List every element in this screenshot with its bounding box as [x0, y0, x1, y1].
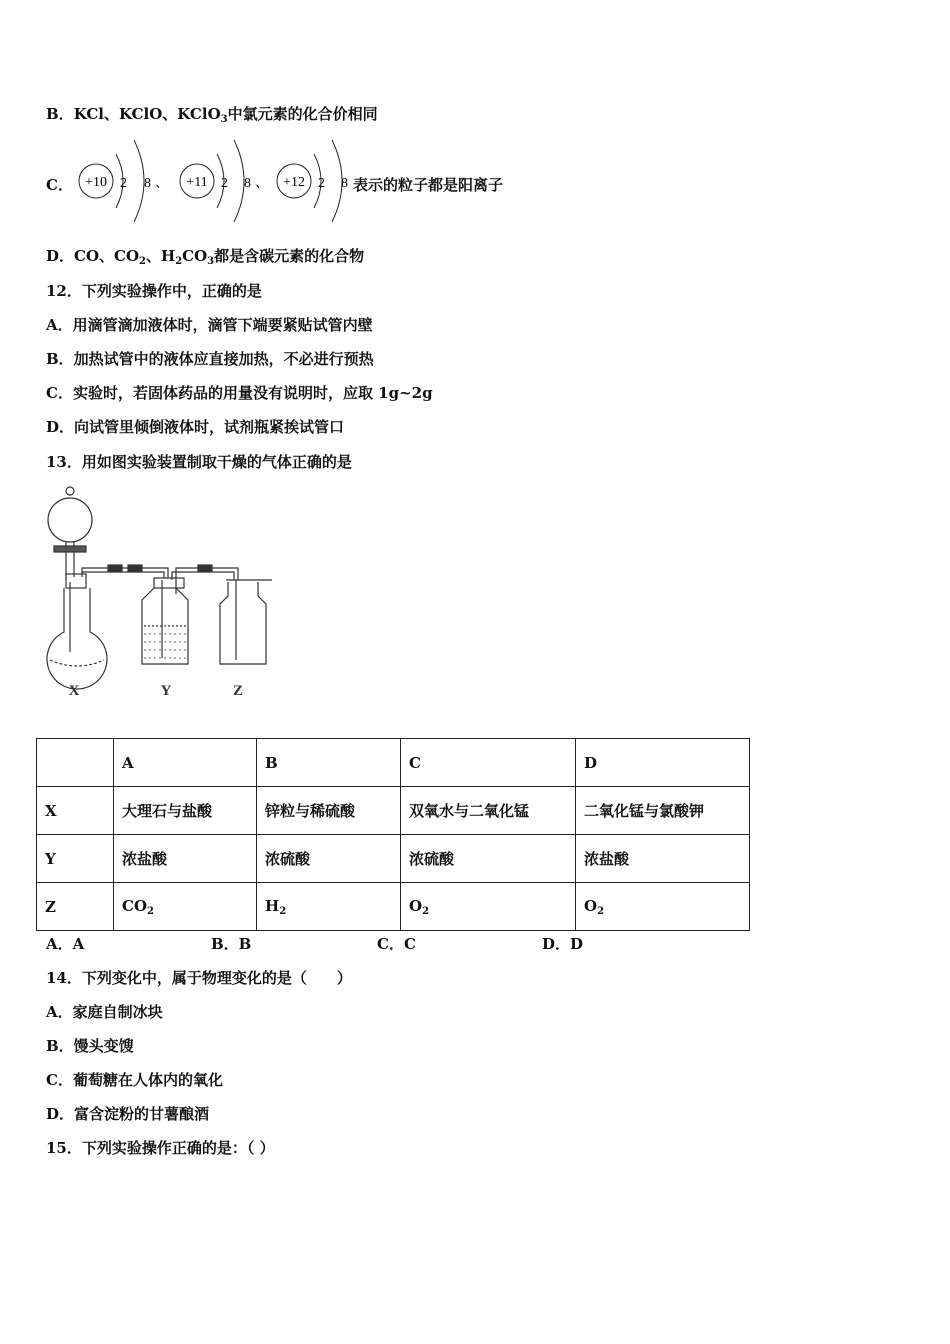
q13-answer-a: A．A: [46, 935, 85, 953]
separator-2: 、: [255, 176, 269, 191]
shell2-electrons-1: 8: [144, 176, 151, 191]
table-cell: $O_2$: [576, 883, 750, 931]
q11-option-b: B．KCl、KClO、KClO$_3$中氯元素的化合价相同: [46, 105, 378, 125]
q14-option-a: A．家庭自制冰块: [46, 1003, 163, 1021]
table-header-row: [37, 739, 750, 787]
ion-diagram-1: [79, 140, 151, 222]
table-cell: 二氧化锰与氯酸钾: [576, 787, 750, 835]
row-label: Y: [37, 835, 114, 883]
q12-option-a: A．用滴管滴加液体时，滴管下端要紧贴试管内壁: [46, 316, 373, 334]
table-header-cell: C: [401, 739, 576, 787]
table-cell: $H_2$: [257, 883, 401, 931]
table-cell: 双氧水与二氧化锰: [401, 787, 576, 835]
nucleus-charge-1: +10: [85, 175, 107, 190]
q13-answer-d: D．D: [542, 935, 584, 953]
label-y: Y: [160, 683, 172, 699]
delivery-tube-1: [82, 568, 168, 578]
options-table: [36, 738, 750, 931]
table-header-cell: A: [114, 739, 257, 787]
nucleus-charge-2: +11: [186, 175, 208, 190]
ion-diagram-3: [277, 140, 348, 222]
shell2-electrons-2: 8: [244, 176, 251, 191]
q14-stem: 14．下列变化中，属于物理变化的是（ ）: [46, 969, 352, 987]
q14-option-d: D．富含淀粉的甘薯酿酒: [46, 1105, 210, 1123]
bottle-y-stopper: [154, 578, 184, 588]
table-cell: 浓硫酸: [257, 835, 401, 883]
ion-structure-diagrams: [46, 140, 606, 230]
table-row: [37, 787, 750, 835]
label-z: Z: [232, 683, 244, 699]
solid-reagent: [50, 660, 104, 666]
table-cell: [37, 739, 114, 787]
table-cell: 锌粒与稀硫酸: [257, 787, 401, 835]
funnel-stopcock-icon: [54, 546, 86, 552]
q11-option-c: [46, 140, 606, 230]
table-cell: $O_2$: [401, 883, 576, 931]
shell1-electrons-2: 2: [221, 176, 228, 191]
table-header-cell: D: [576, 739, 750, 787]
tube-connector-3: [198, 565, 212, 571]
tube-connector-1: [108, 565, 122, 571]
shell1-electrons-3: 2: [318, 176, 325, 191]
q14-option-c: C．葡萄糖在人体内的氧化: [46, 1071, 223, 1089]
separatory-funnel-bulb: [48, 498, 92, 542]
apparatus-svg: [42, 482, 282, 702]
row-label: X: [37, 787, 114, 835]
option-c-text: 表示的粒子都是阳离子: [353, 176, 504, 194]
shell-arc-2b: [234, 140, 244, 222]
flask-stopper: [66, 574, 86, 588]
q13-answer-c: C．C: [377, 935, 416, 953]
gas-collecting-bottle-z: [220, 582, 266, 664]
table-cell: 浓盐酸: [576, 835, 750, 883]
table-cell: 浓硫酸: [401, 835, 576, 883]
table-row: [37, 883, 750, 931]
apparatus-diagram: [42, 482, 282, 706]
q13-stem: 13．用如图实验装置制取干燥的气体正确的是: [46, 453, 352, 471]
separator-1: 、: [155, 176, 169, 191]
round-bottom-flask-x: [47, 588, 107, 689]
q14-option-b: B．馒头变馊: [46, 1037, 134, 1055]
shell1-electrons-1: 2: [120, 176, 127, 191]
shell2-electrons-3: 8: [341, 176, 348, 191]
q12-option-d: D．向试管里倾倒液体时，试剂瓶紧挨试管口: [46, 418, 345, 436]
q15-stem: 15．下列实验操作正确的是：（ ）: [46, 1139, 275, 1157]
q12-option-c: C．实验时，若固体药品的用量没有说明时，应取 1g~2g: [46, 384, 433, 402]
option-c-label: C．: [46, 176, 73, 194]
row-label: Z: [37, 883, 114, 931]
q13-answer-b: B．B: [211, 935, 252, 953]
shell-arc-1b: [134, 140, 144, 222]
table-cell: 大理石与盐酸: [114, 787, 257, 835]
q12-stem: 12．下列实验操作中，正确的是: [46, 282, 262, 300]
tube-connector-2: [128, 565, 142, 571]
q12-option-b: B．加热试管中的液体应直接加热，不必进行预热: [46, 350, 374, 368]
funnel-stopper: [66, 487, 74, 495]
table-cell: $CO_2$: [114, 883, 257, 931]
q11-option-d: D．CO、$CO_2$、$H_2CO_3$都是含碳元素的化合物: [46, 247, 365, 267]
table-cell: 浓盐酸: [114, 835, 257, 883]
nucleus-charge-3: +12: [283, 175, 305, 190]
table-row: [37, 835, 750, 883]
table-header-cell: B: [257, 739, 401, 787]
label-x: X: [68, 683, 80, 699]
ion-diagram-2: [180, 140, 251, 222]
